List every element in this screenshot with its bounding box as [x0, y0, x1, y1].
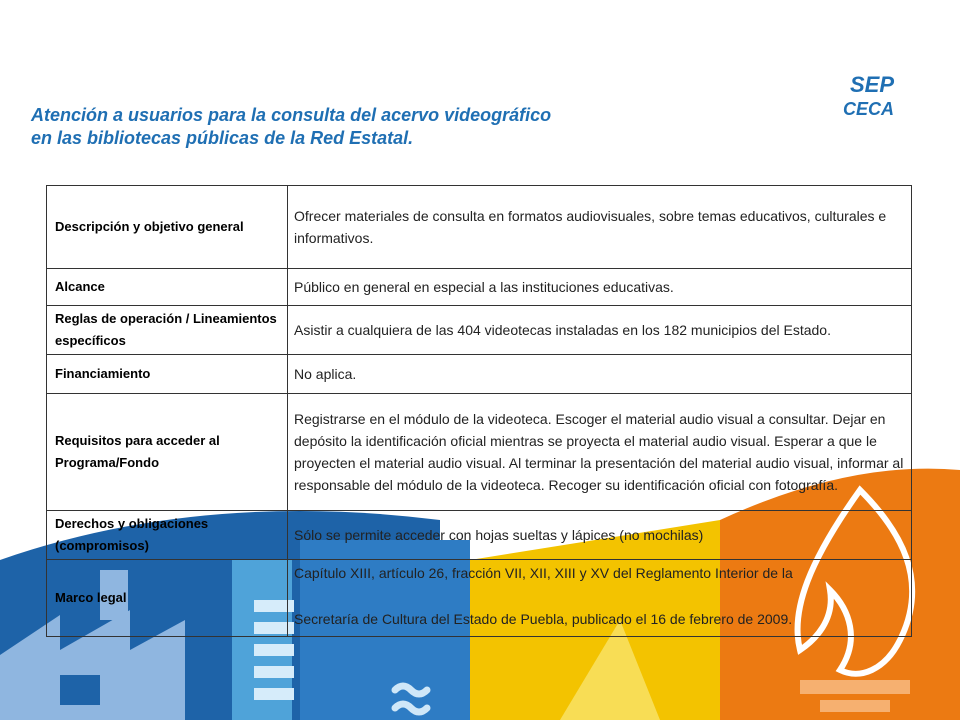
flame-base-icon — [800, 680, 910, 694]
row-label: Descripción y objetivo general — [47, 186, 288, 269]
legal-line-1: Capítulo XIII, artículo 26, fracción VII, XII, XIII y XV del Reglamento Interior de la — [294, 565, 793, 581]
table-row — [47, 269, 912, 306]
row-label: Marco legal — [47, 560, 288, 637]
row-value: Ofrecer materiales de consulta en formatos audiovisuales, sobre temas educativos, culturales e informativos. — [288, 186, 912, 269]
title-line-1: Atención a usuarios para la consulta del acervo videográfico — [31, 105, 552, 125]
org-ceca: CECA — [842, 99, 894, 119]
row-value — [288, 560, 912, 637]
row-value: No aplica. — [288, 355, 912, 394]
row-value: Registrarse en el módulo de la videoteca. Escoger el material audio visual a consultar. Dejar en depósito la identificación oficial mientras se proyecta el material audio visual. Esperar a que le proyecten el material audio visual. Al terminar la presentación del material audio visual, informar al responsable del módulo de la videoteca. Recoger su identificación oficial con fotografía. — [288, 394, 912, 511]
org-sep: SEP — [849, 72, 894, 97]
table-row — [47, 306, 912, 355]
page-title — [31, 104, 551, 150]
organization-label — [843, 72, 894, 120]
row-label: Financiamiento — [47, 355, 288, 394]
row-label: Reglas de operación / Lineamientos específicos — [47, 306, 288, 355]
flame-base-icon-2 — [820, 700, 890, 712]
legal-line-2: Secretaría de Cultura del Estado de Puebla, publicado el 16 de febrero de 2009. — [294, 611, 793, 627]
row-value: Asistir a cualquiera de las 404 videotecas instaladas en los 182 municipios del Estado. — [288, 306, 912, 355]
row-label: Requisitos para acceder al Programa/Fondo — [47, 394, 288, 511]
table-row — [47, 511, 912, 560]
title-line-2: en las bibliotecas públicas de la Red Estatal. — [31, 128, 414, 148]
row-label: Alcance — [47, 269, 288, 306]
row-value: Público en general en especial a las instituciones educativas. — [288, 269, 912, 306]
program-info-table — [46, 185, 912, 637]
table-row — [47, 186, 912, 269]
row-label: Derechos y obligaciones (compromisos) — [47, 511, 288, 560]
table-row — [47, 355, 912, 394]
row-value: Sólo se permite acceder con hojas sueltas y lápices (no mochilas) — [288, 511, 912, 560]
factory-window — [60, 675, 100, 705]
table-row — [47, 560, 912, 637]
table-row — [47, 394, 912, 511]
